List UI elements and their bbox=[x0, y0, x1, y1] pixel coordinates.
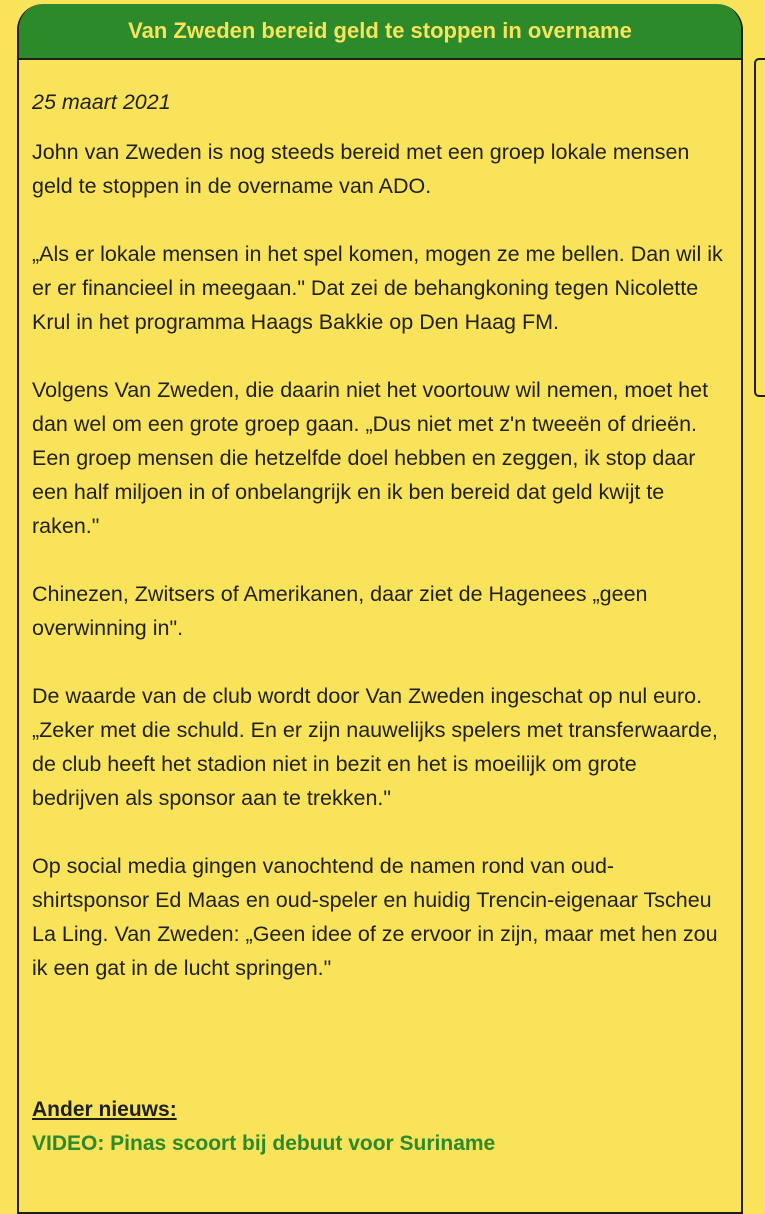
article-paragraph: Op social media gingen vanochtend de namen rond van oud-shirtsponsor Ed Maas en oud-speler en huidig Trencin-eigenaar Tscheu La Ling. Van Zweden: „Geen idee of ze ervoor in zijn, maar met hen zou ik een gat in de lucht springen." bbox=[32, 854, 718, 980]
other-news-section bbox=[32, 1093, 495, 1161]
article-paragraph: „Als er lokale mensen in het spel komen, mogen ze me bellen. Dan wil ik er er financieel in meegaan." Dat zei de behangkoning tegen Nicolette Krul in het programma Haags Bakkie op Den Haag FM. bbox=[32, 242, 723, 334]
article-paragraph: Volgens Van Zweden, die daarin niet het voortouw wil nemen, moet het dan wel om een grote groep gaan. „Dus niet met z'n tweeën of drieën. Een groep mensen die hetzelfde doel hebben en zeggen, ik stop daar een half miljoen in of onbelangrijk en ik ben bereid dat geld kwijt te raken." bbox=[32, 378, 709, 538]
article-paragraph: Chinezen, Zwitsers of Amerikanen, daar ziet de Hagenees „geen overwinning in". bbox=[32, 582, 648, 640]
article-date: 25 maart 2021 bbox=[32, 90, 171, 114]
article-paragraph: De waarde van de club wordt door Van Zweden ingeschat op nul euro. „Zeker met die schuld. En er zijn nauwelijks spelers met transferwaarde, de club heeft het stadion niet in bezit en het is moeilijk om grote bedrijven als sponsor aan te trekken." bbox=[32, 684, 718, 810]
article-title: Van Zweden bereid geld te stoppen in overname bbox=[128, 18, 632, 43]
other-news-heading: Ander nieuws: bbox=[32, 1098, 177, 1121]
article-card bbox=[17, 4, 743, 1214]
other-news-link[interactable]: VIDEO: Pinas scoort bij debuut voor Suriname bbox=[32, 1132, 496, 1155]
article-body bbox=[19, 60, 741, 985]
article-paragraph: John van Zweden is nog steeds bereid met een groep lokale mensen geld te stoppen in de overname van ADO. bbox=[32, 140, 690, 198]
article-header bbox=[19, 4, 741, 60]
side-panel-edge bbox=[754, 58, 765, 397]
